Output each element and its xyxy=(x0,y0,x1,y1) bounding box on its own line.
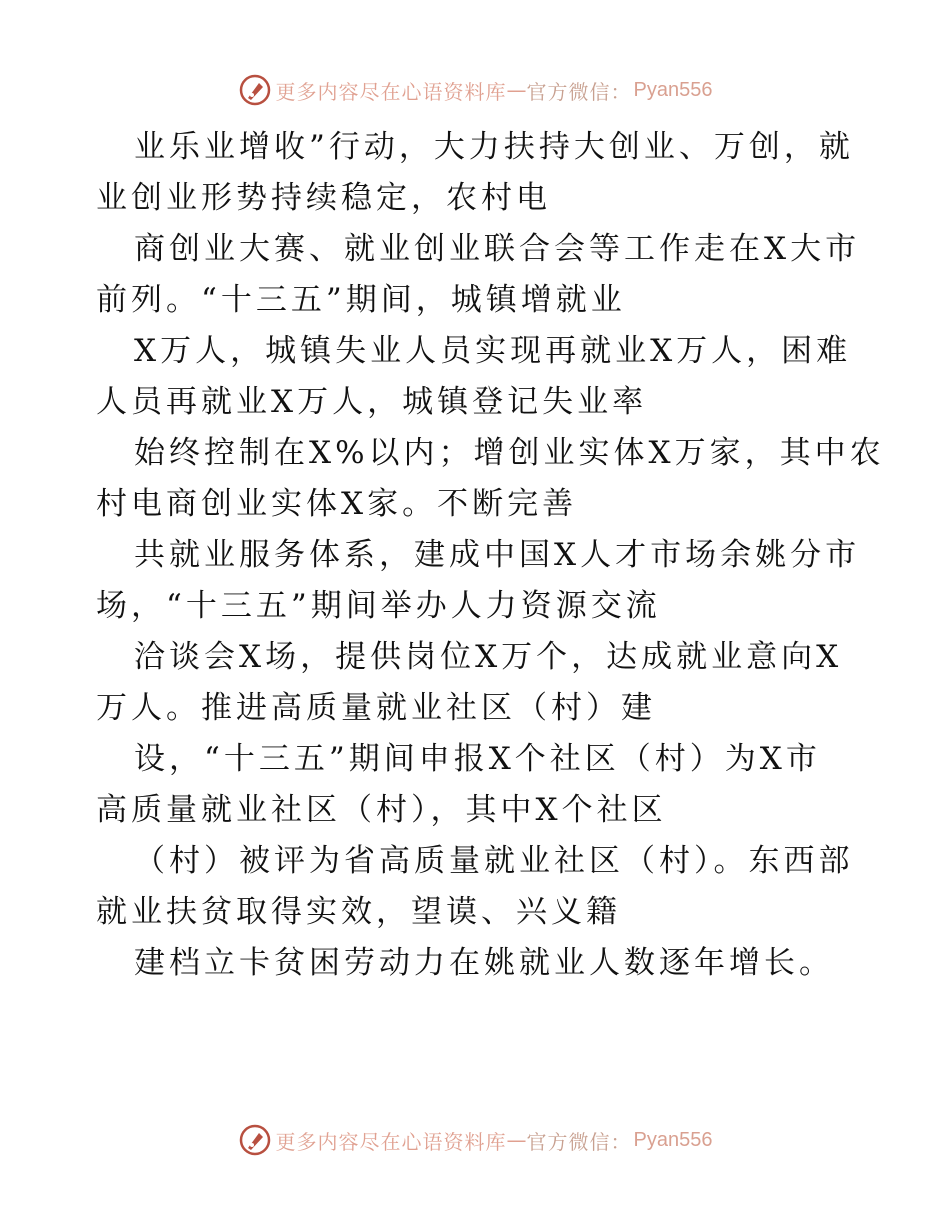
body-line: 人员再就业X万人，城镇登记失业率 xyxy=(96,384,648,420)
watermark-site-text: 更多内容尽在心语资料库 xyxy=(275,79,507,104)
body-line: 建档立卡贫困劳动力在姚就业人数逐年增长。 xyxy=(134,945,834,981)
watermark-dash: — xyxy=(506,78,527,102)
body-line: 始终控制在X%以内；增创业实体X万家，其中农 xyxy=(134,435,885,471)
body-line: 前列。“十三五”期间，城镇增就业 xyxy=(96,282,626,318)
watermark-dash: — xyxy=(506,1128,527,1152)
watermark-official-label: 官方微信： xyxy=(526,1129,632,1154)
body-line: 共就业服务体系，建成中国X人才市场余姚分市 xyxy=(134,537,861,573)
body-line: 商创业大赛、就业创业联合会等工作走在X大市 xyxy=(134,231,861,267)
body-line: 洽谈会X场，提供岗位X万个，达成就业意向X xyxy=(134,639,843,675)
body-line: （村）被评为省高质量就业社区（村）。东西部 xyxy=(134,843,854,879)
body-line: 业乐业增收”行动，大力扶持大创业、万创，就 xyxy=(134,129,854,165)
pen-nib-logo-icon xyxy=(238,73,272,107)
body-line: 村电商创业实体X家。不断完善 xyxy=(96,486,578,522)
body-line: 高质量就业社区（村），其中X个社区 xyxy=(96,792,667,828)
body-line: 万人。推进高质量就业社区（村）建 xyxy=(96,690,656,726)
watermark-wechat-id: Pyan556 xyxy=(633,1128,713,1151)
footer-watermark xyxy=(0,1120,950,1160)
body-line: X万人，城镇失业人员实现再就业X万人，困难 xyxy=(134,333,852,369)
body-line: 设，“十三五”期间申报X个社区（村）为X市 xyxy=(134,741,821,777)
header-watermark xyxy=(0,70,950,110)
watermark-site-text: 更多内容尽在心语资料库 xyxy=(275,1129,507,1154)
watermark-official-label: 官方微信： xyxy=(526,79,632,104)
body-line: 业创业形势持续稳定，农村电 xyxy=(96,180,551,216)
body-line: 场，“十三五”期间举办人力资源交流 xyxy=(96,588,661,624)
pen-nib-logo-icon xyxy=(238,1123,272,1157)
watermark-wechat-id: Pyan556 xyxy=(633,78,713,101)
body-line: 就业扶贫取得实效，望谟、兴义籍 xyxy=(96,894,621,930)
document-body xyxy=(96,122,885,989)
